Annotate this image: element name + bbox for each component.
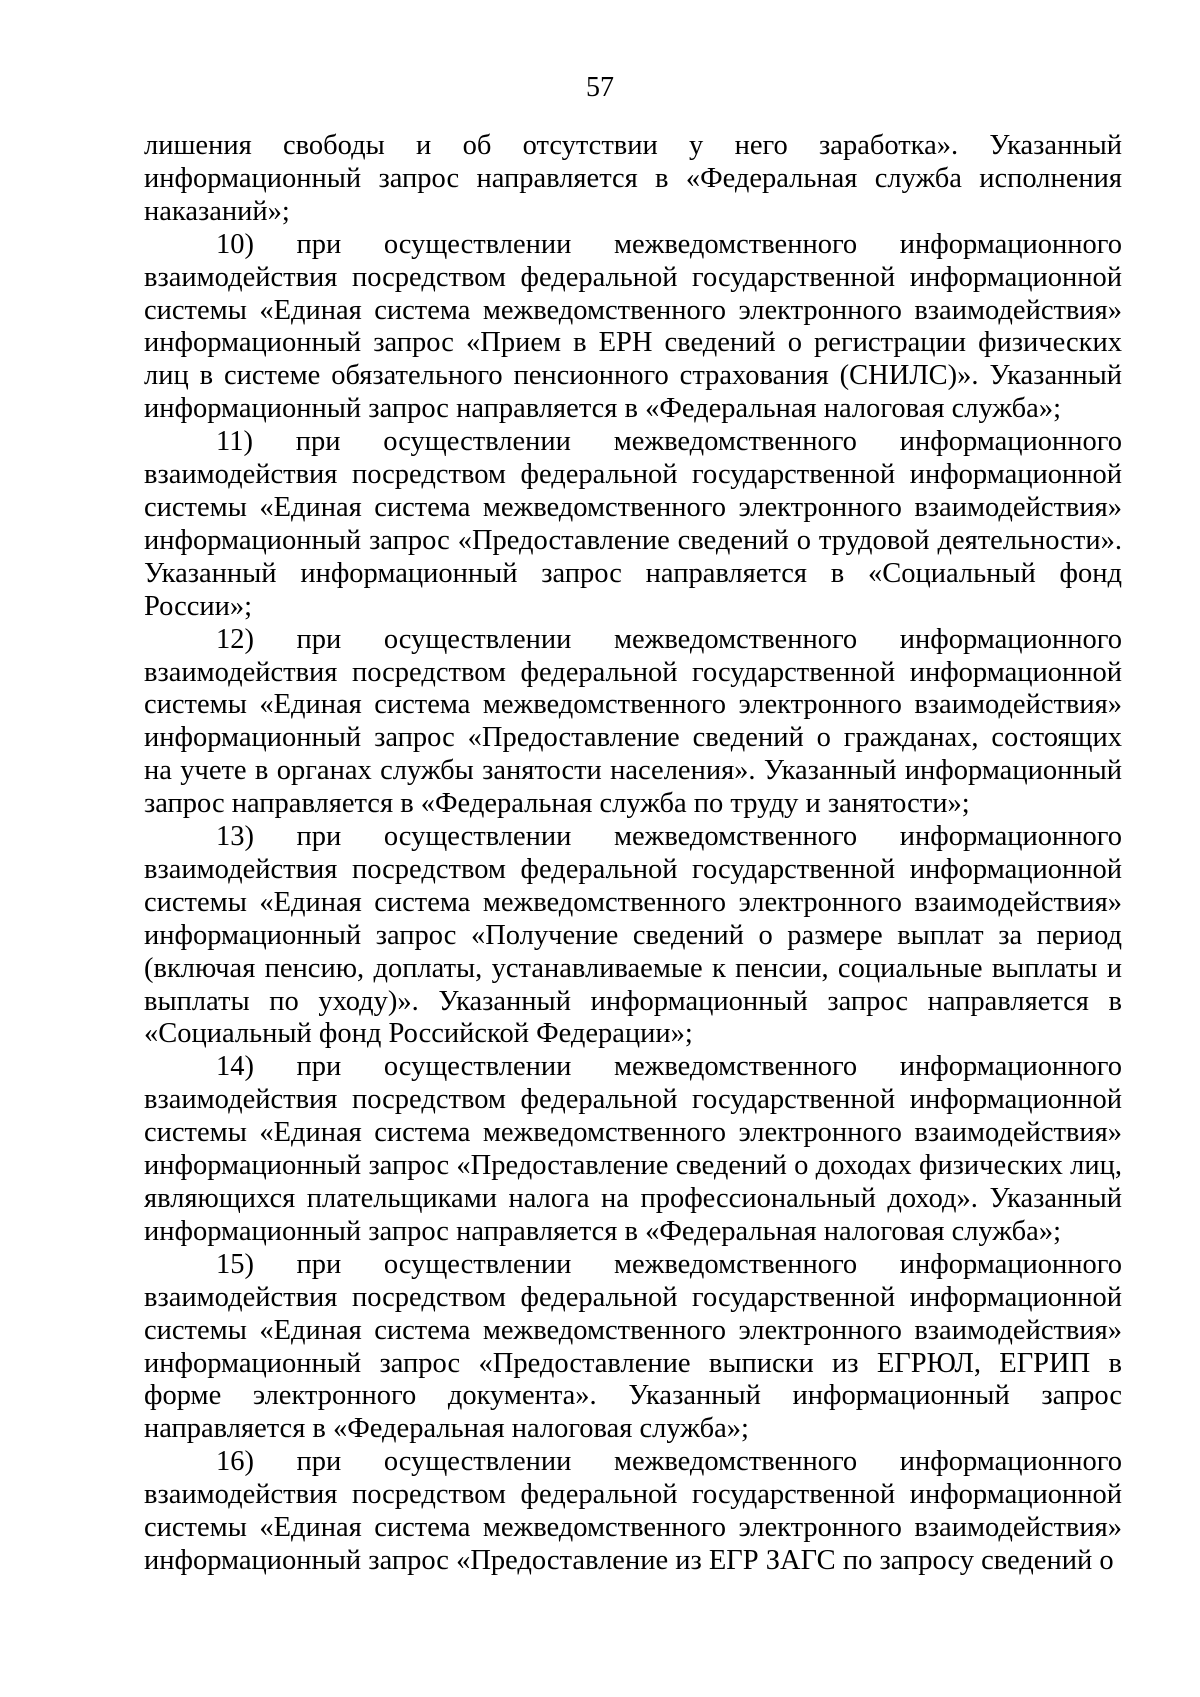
paragraph-item-16: 16) при осуществлении межведомственного информационного взаимодействия посредством федеральной государственной информационной системы «Единая система межведомственного электронного взаимодействия» информационный запрос «Предоставление из ЕГР ЗАГС по запросу сведений о xyxy=(144,1446,1122,1576)
page-number: 57 xyxy=(586,72,614,103)
paragraph-item-14: 14) при осуществлении межведомственного информационного взаимодействия посредством федеральной государственной информационной системы «Единая система межведомственного электронного взаимодействия» информационный запрос «Предоставление сведений о доходах физических лиц, являющихся плательщиками налога на профессиональный доход». Указанный информационный запрос направляется в «Федеральная налоговая служба»; xyxy=(144,1051,1122,1247)
document-body xyxy=(144,130,1122,1578)
paragraph-item-15: 15) при осуществлении межведомственного информационного взаимодействия посредством федеральной государственной информационной системы «Единая система межведомственного электронного взаимодействия» информационный запрос «Предоставление выписки из ЕГРЮЛ, ЕГРИП в форме электронного документа». Указанный информационный запрос направляется в «Федеральная налоговая служба»; xyxy=(144,1248,1122,1445)
paragraph-item-10: 10) при осуществлении межведомственного информационного взаимодействия посредством федеральной государственной информационной системы «Единая система межведомственного электронного взаимодействия» информационный запрос «Прием в ЕРН сведений о регистрации физических лиц в системе обязательного пенсионного страхования (СНИЛС)». Указанный информационный запрос направляется в «Федеральная налоговая служба»; xyxy=(144,228,1122,425)
paragraph-item-12: 12) при осуществлении межведомственного информационного взаимодействия посредством федеральной государственной информационной системы «Единая система межведомственного электронного взаимодействия» информационный запрос «Предоставление сведений о гражданах, состоящих на учете в органах службы занятости населения». Указанный информационный запрос направляется в «Федеральная служба по труду и занятости»; xyxy=(144,623,1122,820)
paragraph-item-11: 11) при осуществлении межведомственного информационного взаимодействия посредством федеральной государственной информационной системы «Единая система межведомственного электронного взаимодействия» информационный запрос «Предоставление сведений о трудовой деятельности». Указанный информационный запрос направляется в «Социальный фонд России»; xyxy=(144,426,1122,622)
paragraph-continuation: лишения свободы и об отсутствии у него заработка». Указанный информационный запрос направляется в «Федеральная служба исполнения наказаний»; xyxy=(144,130,1122,227)
paragraph-item-13: 13) при осуществлении межведомственного информационного взаимодействия посредством федеральной государственной информационной системы «Единая система межведомственного электронного взаимодействия» информационный запрос «Получение сведений о размере выплат за период (включая пенсию, доплаты, устанавливаемые к пенсии, социальные выплаты и выплаты по уходу)». Указанный информационный запрос направляется в «Социальный фонд Российской Федерации»; xyxy=(144,821,1122,1050)
